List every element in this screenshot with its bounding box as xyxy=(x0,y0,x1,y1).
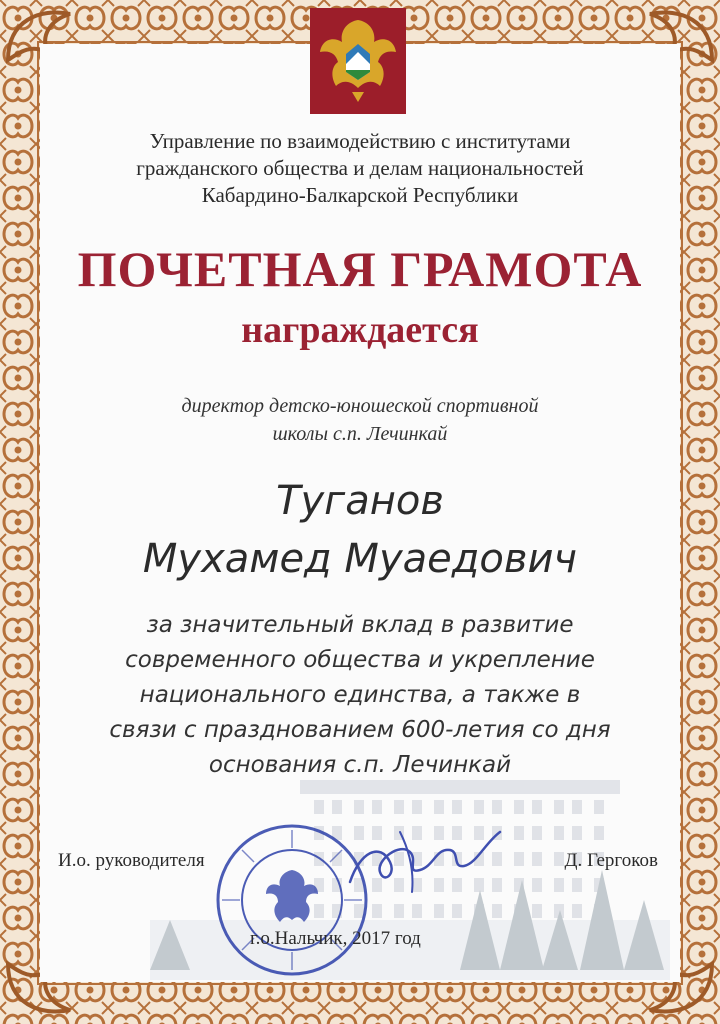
recipient-position xyxy=(60,392,660,448)
position-line: директор детско-юношеской спортивной xyxy=(181,395,539,417)
recipient-surname: Туганов xyxy=(276,478,444,524)
recipient-given-names: Мухамед Муаедович xyxy=(142,536,578,582)
reason-line: основания с.п. Лечинкай xyxy=(208,752,512,778)
organization-line: Управление по взаимодействию с институтами xyxy=(149,129,571,153)
handwritten-signature xyxy=(340,812,510,902)
reason-line: национального единства, а также в xyxy=(139,682,581,708)
issuing-organization xyxy=(60,128,660,209)
position-line: школы с.п. Лечинкай xyxy=(272,423,448,445)
reason-line: современного общества и укрепление xyxy=(125,647,595,673)
awarded-label: награждается xyxy=(241,309,479,351)
organization-line: Кабардино-Балкарской Республики xyxy=(201,183,519,207)
coat-of-arms-icon xyxy=(308,6,408,116)
signatory-name: Д. Гергоков xyxy=(564,850,658,871)
reason-line: связи с празднованием 600-летия со дня xyxy=(109,717,611,743)
organization-line: гражданского общества и делам национальностей xyxy=(136,156,584,180)
certificate-title: ПОЧЕТНАЯ ГРАМОТА xyxy=(77,241,643,297)
place-and-date: г.о.Нальчик, 2017 год xyxy=(250,928,421,949)
signatory-title: И.о. руководителя xyxy=(58,850,205,871)
award-reason xyxy=(60,608,660,783)
reason-line: за значительный вклад в развитие xyxy=(146,612,574,638)
